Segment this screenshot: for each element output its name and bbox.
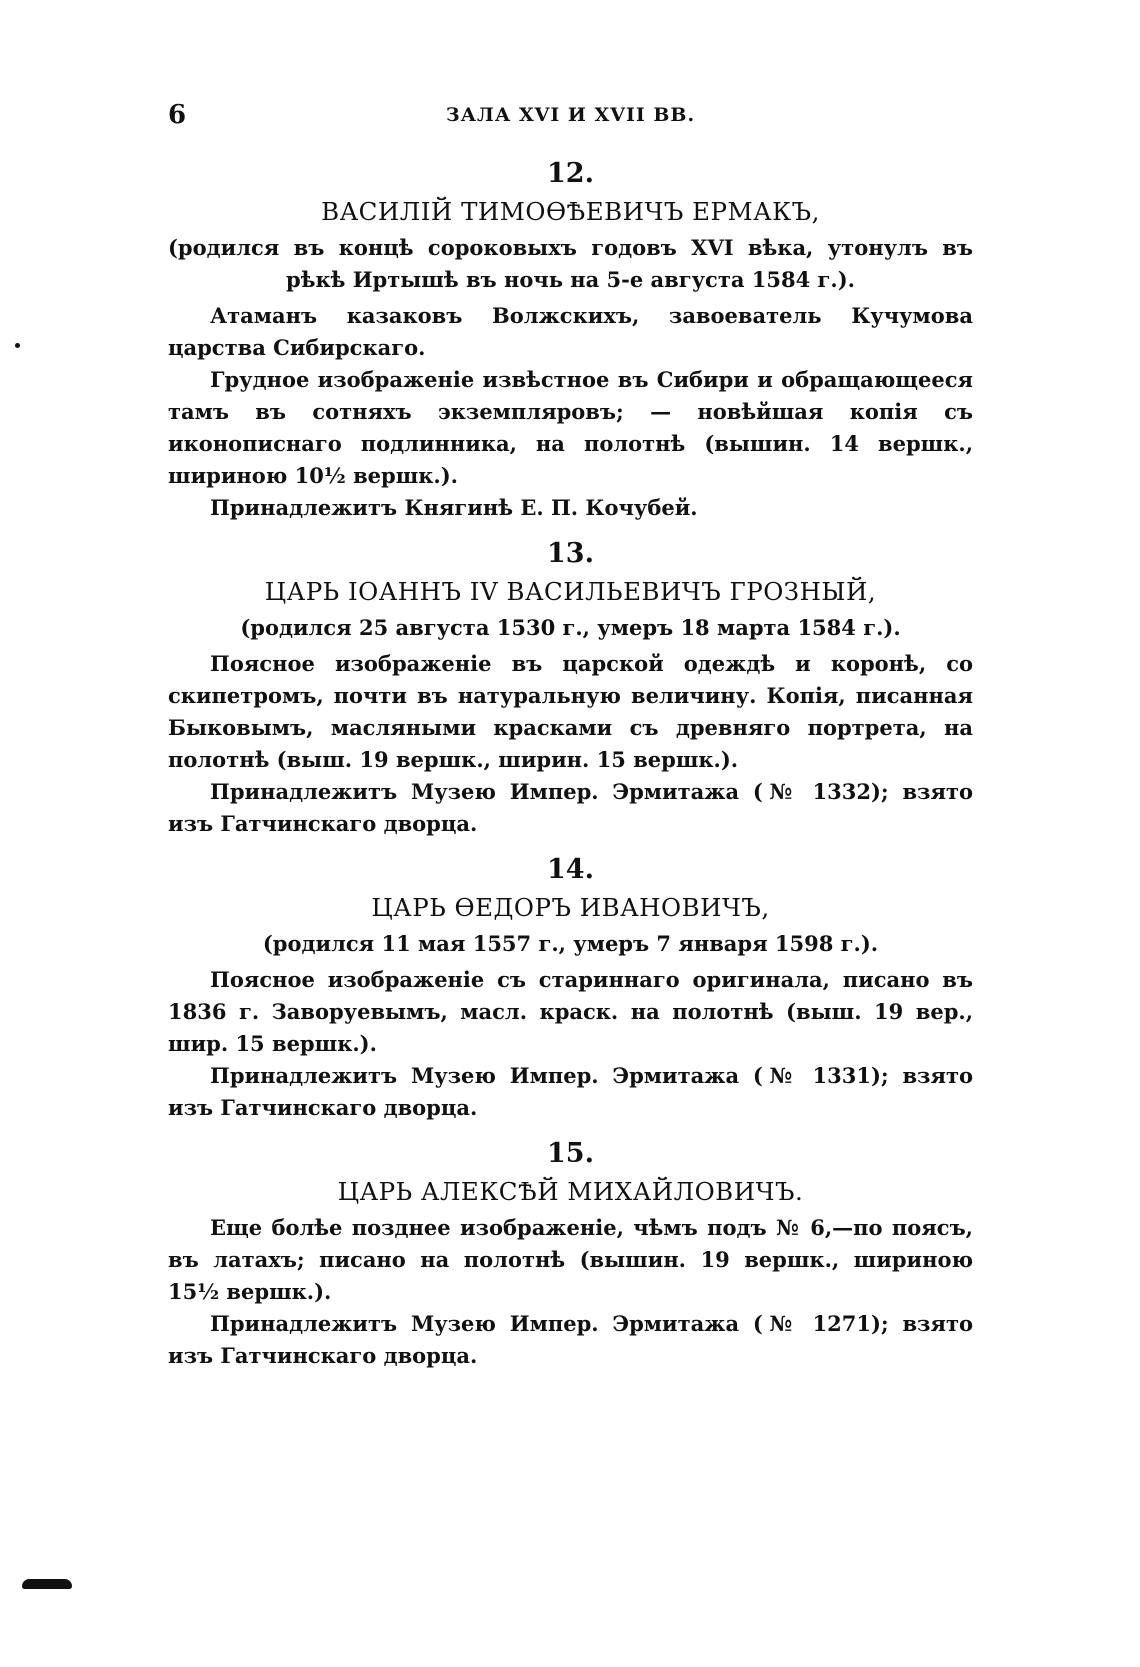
entry-title: ВАСИЛІЙ ТИМОѲѢЕВИЧЪ ЕРМАКЪ, xyxy=(321,197,820,226)
page-header xyxy=(168,100,973,144)
entry-title: ЦАРЬ ІОАННЪ IV ВАСИЛЬЕВИЧЪ ГРОЗНЫЙ, xyxy=(264,577,877,606)
entry-dates: (родился 25 августа 1530 г., умеръ 18 марта 1584 г.). xyxy=(240,615,901,640)
entry-number: 13. xyxy=(547,538,594,569)
document-page xyxy=(168,100,973,1372)
page-number: 6 xyxy=(168,100,187,130)
entry-paragraph: Принадлежитъ Княгинѣ Е. П. Кочубей. xyxy=(210,495,698,520)
running-head: ЗАЛА XVI И XVII ВВ. xyxy=(445,104,696,126)
catalog-entry-13 xyxy=(168,538,973,840)
entry-paragraph: Поясное изображеніе съ стариннаго оригинала, писано въ 1836 г. Заворуевымъ, масл. краск. на полотнѣ (выш. 19 вер., шир. 15 вершк.). xyxy=(168,967,973,1056)
entry-paragraph: Принадлежитъ Музею Импер. Эрмитажа (№ 1332); взято изъ Гатчинскаго дворца. xyxy=(168,779,973,836)
entry-dates: (родился 11 мая 1557 г., умеръ 7 января 1598 г.). xyxy=(262,931,879,956)
catalog-entry-15 xyxy=(168,1138,973,1372)
entry-dates: (родился въ концѣ сороковыхъ годовъ XVI вѣка, утонулъ въ рѣкѣ Иртышѣ въ ночь на 5-е августа 1584 г.). xyxy=(168,235,973,292)
entry-paragraph: Принадлежитъ Музею Импер. Эрмитажа (№ 1271); взято изъ Гатчинскаго дворца. xyxy=(168,1311,973,1368)
entry-paragraph: Принадлежитъ Музею Импер. Эрмитажа (№ 1331); взято изъ Гатчинскаго дворца. xyxy=(168,1063,973,1120)
entry-title: ЦАРЬ АЛЕКСѢЙ МИХАЙЛОВИЧЪ. xyxy=(337,1177,804,1206)
catalog-entry-14 xyxy=(168,854,973,1124)
ink-speck xyxy=(15,343,20,348)
entry-paragraph: Атаманъ казаковъ Волжскихъ, завоеватель Кучумова царства Сибирскаго. xyxy=(168,303,973,360)
entry-number: 12. xyxy=(547,158,594,189)
entry-paragraph: Еще болѣе позднее изображеніе, чѣмъ подъ № 6,—по поясъ, въ латахъ; писано на полотнѣ (вышин. 19 вершк., шириною 15½ вершк.). xyxy=(168,1215,973,1304)
ink-blot xyxy=(22,1579,72,1589)
entry-number: 14. xyxy=(547,854,594,885)
catalog-entry-12 xyxy=(168,158,973,524)
entry-title: ЦАРЬ ѲЕДОРЪ ИВАНОВИЧЪ, xyxy=(371,893,770,922)
entry-paragraph: Грудное изображеніе извѣстное въ Сибири и обращающееся тамъ въ сотняхъ экземпляровъ; — новѣйшая копія съ иконописнаго подлинника, на полотнѣ (вышин. 14 вершк., шириною 10½ вершк.). xyxy=(168,367,973,488)
entry-number: 15. xyxy=(547,1138,594,1169)
entry-paragraph: Поясное изображеніе въ царской одеждѣ и коронѣ, со скипетромъ, почти въ натуральную величину. Копія, писанная Быковымъ, масляными красками съ древняго портрета, на полотнѣ (выш. 19 вершк., ширин. 15 вершк.). xyxy=(168,651,973,772)
